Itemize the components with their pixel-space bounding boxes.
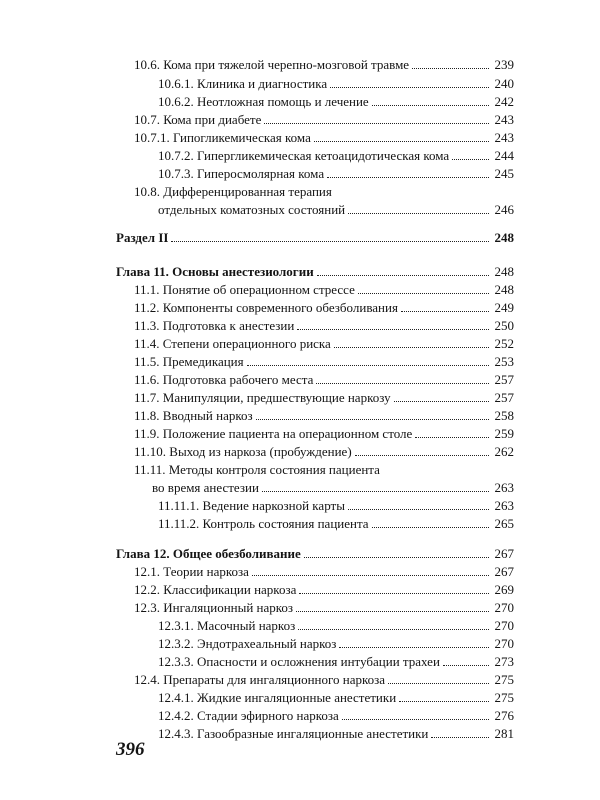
dot-leader <box>262 491 489 492</box>
entry-page: 265 <box>494 516 514 531</box>
entry-page: 267 <box>494 564 514 579</box>
dot-leader <box>296 611 489 612</box>
toc-entry <box>134 334 514 352</box>
entry-title: 10.7.3. Гиперосмолярная кома <box>158 166 325 181</box>
entry-page: 270 <box>494 636 514 651</box>
entry-title: Раздел II <box>116 230 169 245</box>
entry-title: 11.10. Выход из наркоза (пробуждение) <box>134 444 352 459</box>
entry-page: 275 <box>494 690 514 705</box>
entry-title: 11.5. Премедикация <box>134 354 244 369</box>
entry-title: 12.4.2. Стадии эфирного наркоза <box>158 708 339 723</box>
toc-entry <box>158 514 514 532</box>
entry-title: 12.3.3. Опасности и осложнения интубации трахеи <box>158 654 440 669</box>
dot-leader <box>247 365 489 366</box>
toc-section-heading <box>116 228 514 246</box>
entry-page: 250 <box>494 318 514 333</box>
entry-page: 243 <box>494 130 514 145</box>
entry-page: 275 <box>494 672 514 687</box>
entry-title: Глава 12. Общее обезболивание <box>116 546 301 561</box>
toc-entry <box>158 616 514 634</box>
entry-title: 11.8. Вводный наркоз <box>134 408 253 423</box>
dot-leader <box>348 509 489 510</box>
entry-page: 248 <box>494 230 514 245</box>
toc-entry <box>134 370 514 388</box>
dot-leader <box>327 177 489 178</box>
dot-leader <box>256 419 489 420</box>
entry-title: 10.6.1. Клиника и диагностика <box>158 76 328 91</box>
dot-leader <box>264 123 489 124</box>
entry-title: 12.3.1. Масочный наркоз <box>158 618 296 633</box>
entry-page: 276 <box>494 708 514 723</box>
toc-entry <box>134 580 514 598</box>
toc-entry <box>134 442 514 460</box>
entry-page: 249 <box>494 300 514 315</box>
toc-entry <box>158 688 514 706</box>
entry-title: 12.3. Ингаляционный наркоз <box>134 600 294 615</box>
toc-entry <box>158 724 514 742</box>
toc-entry <box>158 92 514 110</box>
dot-leader <box>171 241 489 242</box>
entry-page: 273 <box>494 654 514 669</box>
entry-page: 263 <box>494 480 514 495</box>
toc-chapter-heading <box>116 544 514 562</box>
toc-entry <box>158 496 514 514</box>
entry-title: 10.7.2. Гипергликемическая кетоацидотическая кома <box>158 148 450 163</box>
entry-title: 12.4. Препараты для ингаляционного наркоза <box>134 672 386 687</box>
entry-page: 269 <box>494 582 514 597</box>
entry-title: 10.7.1. Гипогликемическая кома <box>134 130 311 145</box>
dot-leader <box>372 527 489 528</box>
entry-page: 270 <box>494 600 514 615</box>
entry-page: 267 <box>494 546 514 561</box>
dot-leader <box>342 719 489 720</box>
toc-entry <box>158 634 514 652</box>
entry-page: 270 <box>494 618 514 633</box>
dot-leader <box>339 647 489 648</box>
entry-page: 239 <box>494 57 514 72</box>
toc-entry <box>134 182 514 200</box>
toc-entry <box>134 460 514 478</box>
toc-entry <box>134 352 514 370</box>
entry-page: 281 <box>494 726 514 741</box>
entry-title: 10.7. Кома при диабете <box>134 112 262 127</box>
toc-entry <box>158 146 514 164</box>
entry-title: 12.3.2. Эндотрахеальный наркоз <box>158 636 337 651</box>
toc-entry <box>134 562 514 580</box>
entry-title: 11.6. Подготовка рабочего места <box>134 372 314 387</box>
dot-leader <box>399 701 489 702</box>
toc-entry <box>134 110 514 128</box>
toc-entry <box>158 652 514 670</box>
toc-entry <box>134 298 514 316</box>
entry-title: 12.4.3. Газообразные ингаляционные анестетики <box>158 726 429 741</box>
entry-page: 242 <box>494 94 514 109</box>
entry-title: во время анестезии <box>152 480 259 495</box>
entry-title: 10.6. Кома при тяжелой черепно-мозговой травме <box>134 57 410 72</box>
toc-entry <box>134 598 514 616</box>
dot-leader <box>431 737 489 738</box>
entry-title: 11.11. Методы контроля состояния пациента <box>134 462 380 477</box>
dot-leader <box>297 329 489 330</box>
toc-entry <box>158 200 514 218</box>
dot-leader <box>299 593 489 594</box>
entry-page: 257 <box>494 390 514 405</box>
entry-page: 243 <box>494 112 514 127</box>
entry-title: 11.7. Манипуляции, предшествующие наркозу <box>134 390 391 405</box>
entry-title: отдельных коматозных состояний <box>158 202 346 217</box>
entry-title: 11.4. Степени операционного риска <box>134 336 331 351</box>
entry-page: 252 <box>494 336 514 351</box>
dot-leader <box>304 557 489 558</box>
entry-page: 246 <box>494 202 514 217</box>
entry-title: 11.11.1. Ведение наркозной карты <box>158 498 345 513</box>
dot-leader <box>317 275 489 276</box>
entry-page: 245 <box>494 166 514 181</box>
toc-entry <box>134 55 514 73</box>
toc-entry <box>158 164 514 182</box>
dot-leader <box>314 141 489 142</box>
toc-entry <box>134 280 514 298</box>
entry-page: 244 <box>494 148 514 163</box>
entry-title: 11.1. Понятие об операционном стрессе <box>134 282 355 297</box>
toc-entry <box>152 478 514 496</box>
entry-title: 11.2. Компоненты современного обезболивания <box>134 300 398 315</box>
toc-entry <box>134 406 514 424</box>
dot-leader <box>412 68 489 69</box>
dot-leader <box>298 629 489 630</box>
toc-entry <box>158 74 514 92</box>
entry-page: 253 <box>494 354 514 369</box>
entry-title: 11.11.2. Контроль состояния пациента <box>158 516 369 531</box>
dot-leader <box>452 159 489 160</box>
entry-page: 262 <box>494 444 514 459</box>
entry-page: 240 <box>494 76 514 91</box>
dot-leader <box>415 437 489 438</box>
entry-page: 257 <box>494 372 514 387</box>
entry-title: 11.3. Подготовка к анестезии <box>134 318 295 333</box>
dot-leader <box>358 293 489 294</box>
dot-leader <box>372 105 489 106</box>
entry-title: 12.1. Теории наркоза <box>134 564 249 579</box>
entry-page: 248 <box>494 264 514 279</box>
toc-entry <box>134 316 514 334</box>
dot-leader <box>316 383 489 384</box>
dot-leader <box>252 575 489 576</box>
entry-title: 10.8. Дифференцированная терапия <box>134 184 332 199</box>
dot-leader <box>394 401 489 402</box>
dot-leader <box>334 347 489 348</box>
toc-entry <box>134 424 514 442</box>
page-number: 396 <box>116 739 145 760</box>
dot-leader <box>348 213 489 214</box>
entry-page: 258 <box>494 408 514 423</box>
entry-page: 263 <box>494 498 514 513</box>
entry-title: 11.9. Положение пациента на операционном столе <box>134 426 413 441</box>
entry-page: 248 <box>494 282 514 297</box>
toc-entry <box>134 388 514 406</box>
entry-title: Глава 11. Основы анестезиологии <box>116 264 314 279</box>
toc-entry <box>134 670 514 688</box>
toc-entry <box>134 128 514 146</box>
dot-leader <box>355 455 489 456</box>
dot-leader <box>401 311 489 312</box>
entry-page: 259 <box>494 426 514 441</box>
toc-entry <box>158 706 514 724</box>
dot-leader <box>443 665 489 666</box>
toc-chapter-heading <box>116 262 514 280</box>
entry-title: 10.6.2. Неотложная помощь и лечение <box>158 94 369 109</box>
dot-leader <box>388 683 489 684</box>
dot-leader <box>330 87 489 88</box>
entry-title: 12.2. Классификации наркоза <box>134 582 297 597</box>
entry-title: 12.4.1. Жидкие ингаляционные анестетики <box>158 690 397 705</box>
